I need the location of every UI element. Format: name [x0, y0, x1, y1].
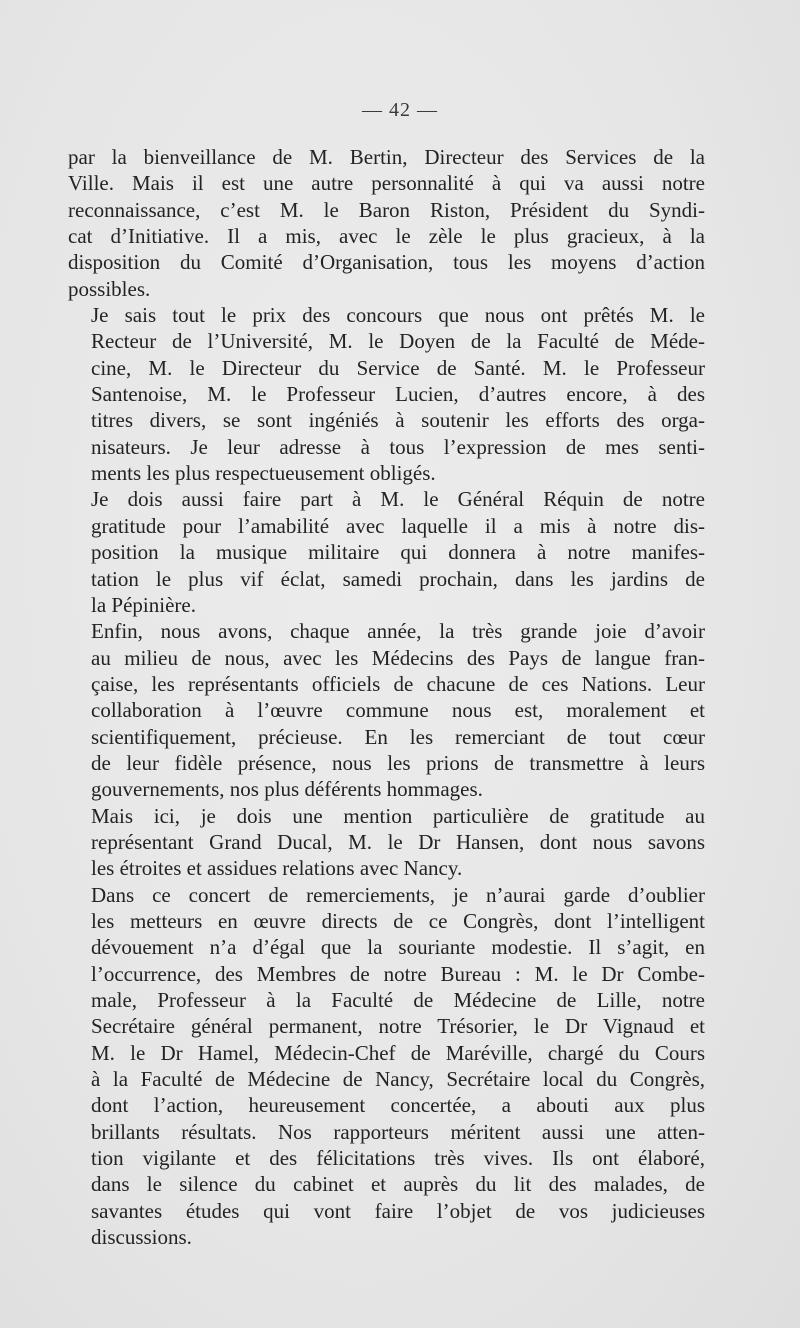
text-line: disposition du Comité d’Organisation, tous les moyens d’action	[68, 250, 705, 275]
text-line: gratitude pour l’amabilité avec laquelle il a mis à notre dis-	[91, 513, 705, 538]
paragraph	[68, 882, 705, 1251]
text-line: les metteurs en œuvre directs de ce Congrès, dont l’intelligent	[91, 908, 705, 933]
body-text	[68, 144, 705, 1250]
text-line: Ville. Mais il est une autre personnalité à qui va aussi notre	[68, 171, 705, 196]
text-line: dans le silence du cabinet et auprès du lit des malades, de	[91, 1172, 705, 1197]
text-line: reconnaissance, c’est M. le Baron Riston, Président du Syndi-	[68, 197, 705, 222]
paragraph	[68, 144, 705, 302]
text-line: Je sais tout le prix des concours que nous ont prêtés M. le	[91, 303, 705, 328]
text-line: l’occurrence, des Membres de notre Bureau : M. le Dr Combe-	[91, 961, 705, 986]
page-number: — 42 —	[362, 99, 438, 121]
text-line: scientifiquement, précieuse. En les remerciant de tout cœur	[91, 724, 705, 749]
text-line: tation le plus vif éclat, samedi prochain, dans les jardins de	[91, 566, 705, 591]
text-line: la Pépinière.	[91, 592, 196, 617]
text-line: à la Faculté de Médecine de Nancy, Secrétaire local du Congrès,	[91, 1067, 705, 1092]
text-line: tion vigilante et des félicitations très vives. Ils ont élaboré,	[91, 1146, 705, 1171]
text-line: titres divers, se sont ingéniés à soutenir les efforts des orga-	[91, 408, 705, 433]
text-line: au milieu de nous, avec les Médecins des Pays de langue fran-	[91, 645, 705, 670]
text-line: dévouement n’a d’égal que la souriante modestie. Il s’agit, en	[91, 935, 705, 960]
text-line: Dans ce concert de remerciements, je n’aurai garde d’oublier	[91, 882, 705, 907]
text-line: de leur fidèle présence, nous les prions de transmettre à leurs	[91, 750, 705, 775]
text-line: collaboration à l’œuvre commune nous est, moralement et	[91, 698, 705, 723]
text-line: savantes études qui vont faire l’objet de vos judicieuses	[91, 1198, 705, 1223]
text-line: représentant Grand Ducal, M. le Dr Hansen, dont nous savons	[91, 829, 705, 854]
text-line: çaise, les représentants officiels de chacune de ces Nations. Leur	[91, 671, 705, 696]
text-line: male, Professeur à la Faculté de Médecine de Lille, notre	[91, 988, 705, 1012]
text-line: discussions.	[91, 1225, 192, 1250]
text-line: possibles.	[68, 276, 151, 301]
paragraph	[68, 302, 705, 486]
text-line: cat d’Initiative. Il a mis, avec le zèle le plus gracieux, à la	[68, 224, 705, 249]
text-line: Je dois aussi faire part à M. le Général Réquin de notre	[91, 487, 705, 512]
text-line: ments les plus respectueusement obligés.	[91, 461, 436, 486]
text-line: Mais ici, je dois une mention particulière de gratitude au	[91, 803, 705, 828]
text-line: M. le Dr Hamel, Médecin-Chef de Maréville, chargé du Cours	[91, 1040, 705, 1065]
paragraph	[68, 803, 705, 882]
text-line: brillants résultats. Nos rapporteurs méritent aussi une atten-	[91, 1119, 705, 1144]
text-line: Recteur de l’Université, M. le Doyen de la Faculté de Méde-	[91, 329, 705, 354]
text-line: position la musique militaire qui donnera à notre manifes-	[91, 540, 705, 565]
paragraph	[68, 486, 705, 618]
text-line: dont l’action, heureusement concertée, a abouti aux plus	[91, 1093, 705, 1118]
text-line: nisateurs. Je leur adresse à tous l’expression de mes senti-	[91, 434, 705, 459]
text-line: gouvernements, nos plus déférents hommages.	[91, 777, 483, 802]
text-line: les étroites et assidues relations avec Nancy.	[91, 856, 463, 881]
text-line: par la bienveillance de M. Bertin, Directeur des Services de la	[68, 145, 705, 169]
text-line: cine, M. le Directeur du Service de Santé. M. le Professeur	[91, 355, 705, 380]
paragraph	[68, 618, 705, 802]
text-line: Santenoise, M. le Professeur Lucien, d’autres encore, à des	[91, 382, 705, 407]
text-line: Enfin, nous avons, chaque année, la très grande joie d’avoir	[91, 619, 705, 644]
text-line: Secrétaire général permanent, notre Trésorier, le Dr Vignaud et	[91, 1014, 705, 1039]
